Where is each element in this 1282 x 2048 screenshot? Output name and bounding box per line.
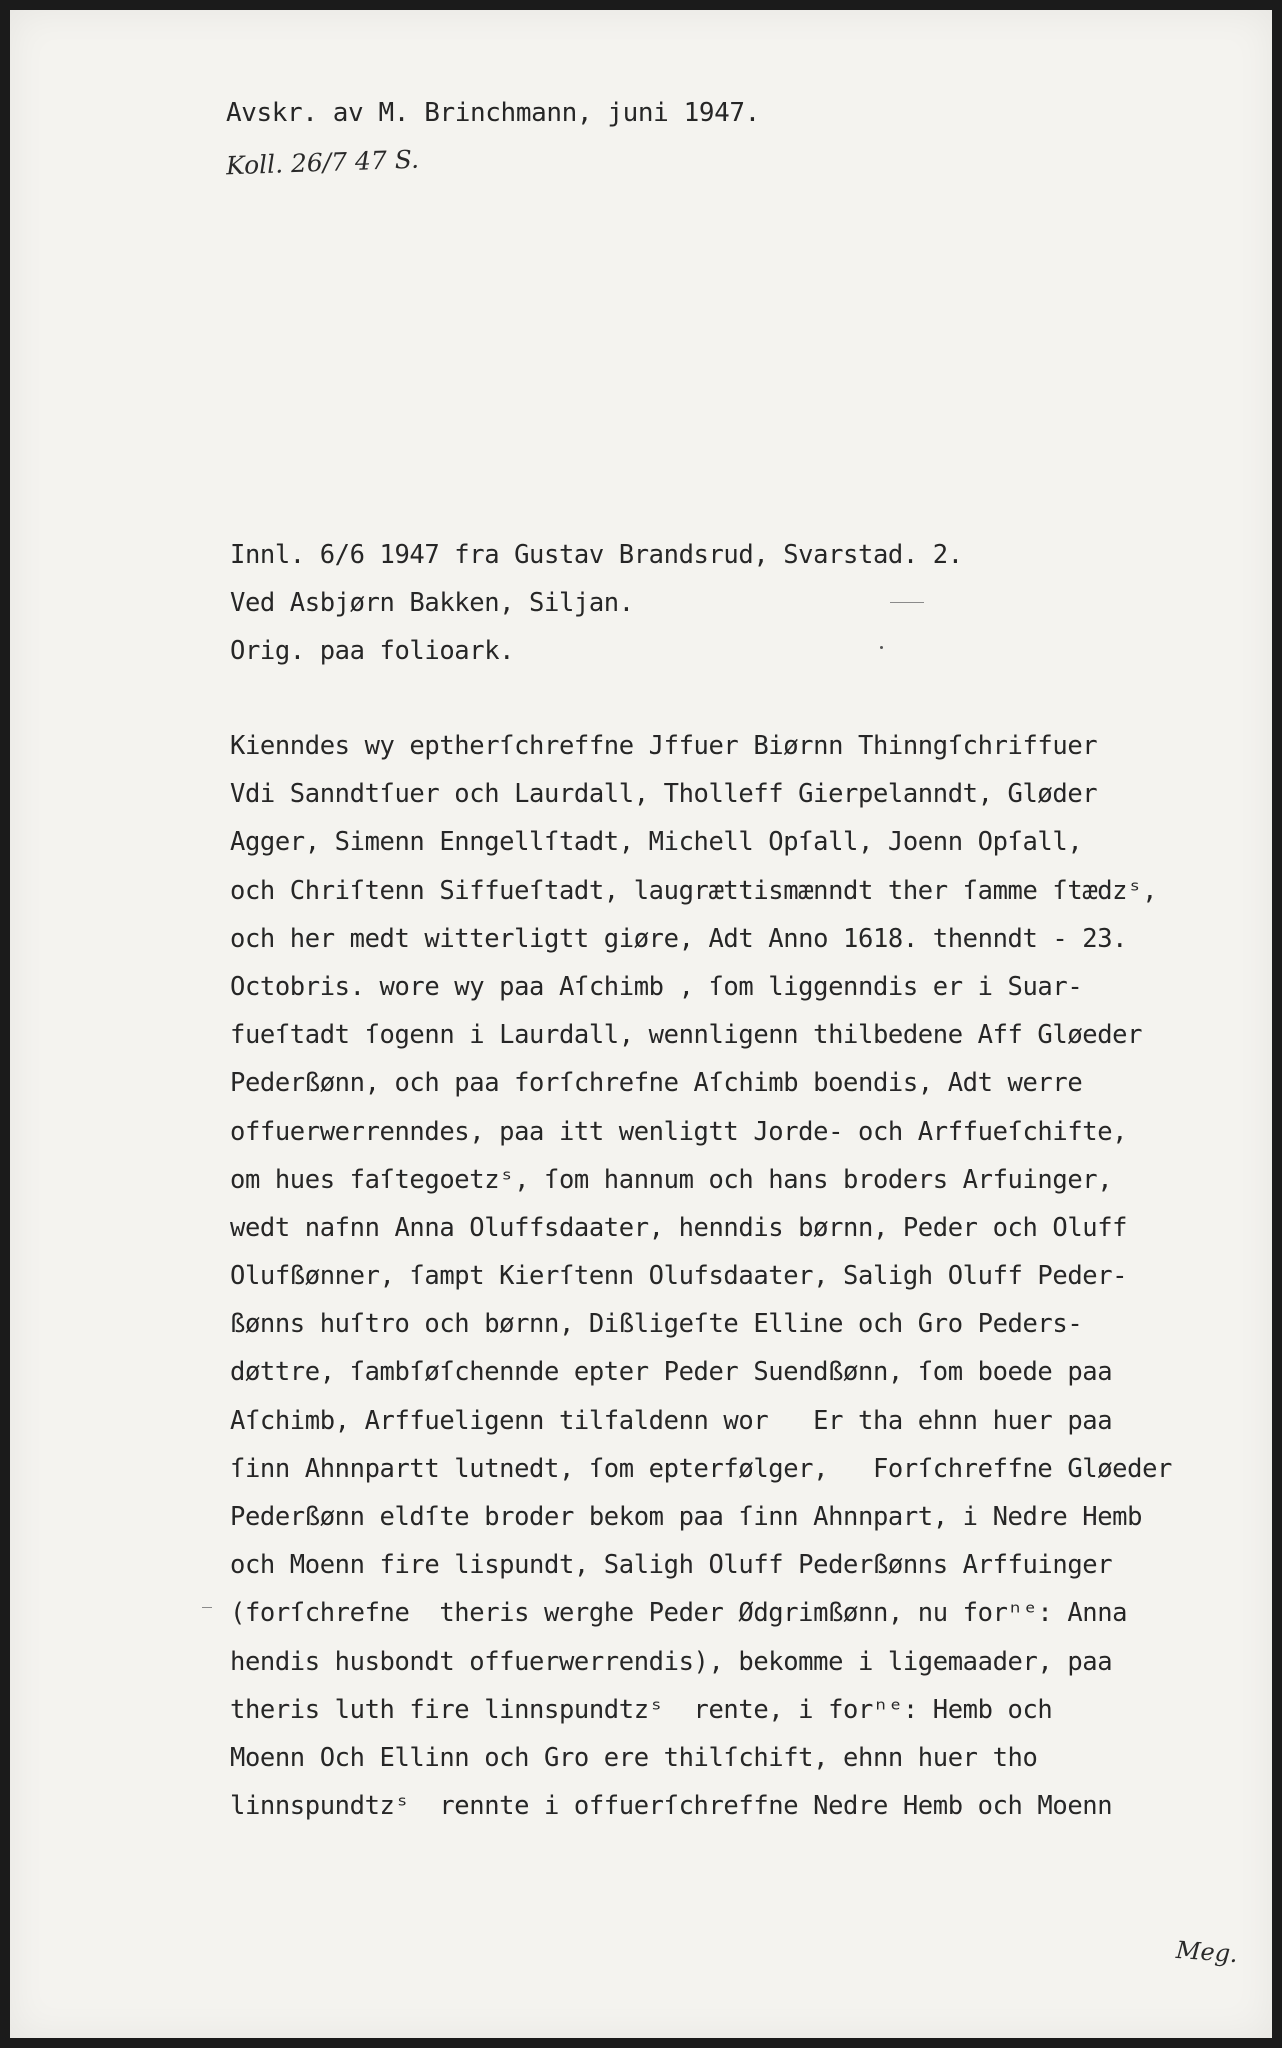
body-line: Pederßønn eldſte broder bekom paa ſinn Ahnnpart, i Nedre Hemb [230, 1502, 1143, 1532]
body-line: Vdi Sanndtſuer och Laurdall, Tholleff Gierpelanndt, Gløder [230, 779, 1098, 810]
body-line: (forſchrefne theris werghe Peder Ødgrimßønn, nu forⁿᵉ: Anna [230, 1598, 1128, 1629]
document-page [10, 10, 1272, 2038]
transcription-body [230, 722, 1172, 1830]
body-line: linnspundtzˢ rennte i offuerſchreffne Nedre Hemb och Moenn [230, 1791, 1113, 1822]
source-line-original: Orig. paa folioark. [230, 636, 515, 666]
body-line: Agger, Simenn Enngellſtadt, Michell Opſall, Joenn Opſall, [230, 827, 1083, 858]
body-line: och Moenn fire lispundt, Saligh Oluff Pederßønns Arffuinger [230, 1550, 1113, 1581]
body-line: fueſtadt ſogenn i Laurdall, wennligenn thilbedene Aff Gløeder [230, 1020, 1143, 1051]
body-line: Moenn Och Ellinn och Gro ere thilſchift, ehnn huer tho [230, 1742, 1038, 1773]
body-line: Pederßønn, och paa forſchrefne Aſchimb boendis, Adt werre [230, 1068, 1083, 1099]
source-line-received: Innl. 6/6 1947 fra Gustav Brandsrud, Svarstad. 2. [230, 540, 963, 570]
body-line: ſinn Ahnnpartt lutnedt, ſom epterfølger, Forſchreffne Gløeder [230, 1453, 1172, 1484]
body-line: offuerwerrenndes, paa itt wenligtt Jorde- och Arffueſchifte, [230, 1116, 1128, 1147]
transcription-credit: Avskr. av M. Brinchmann, juni 1947. [226, 98, 760, 128]
body-line: wedt nafnn Anna Oluffsdaater, henndis børnn, Peder och Oluff [230, 1212, 1128, 1243]
body-line: Aſchimb, Arffueligenn tilfaldenn wor Er tha ehnn huer paa [230, 1405, 1113, 1436]
margin-tick [202, 1607, 212, 1608]
body-line: ßønns huſtro och børnn, Dißligeſte Elline och Gro Peders- [230, 1309, 1083, 1340]
body-line: hendis husbondt offuerwerrendis), bekomme i ligemaader, paa [230, 1646, 1113, 1677]
body-line: och Chriſtenn Siffueſtadt, laugrættismænndt ther ſamme ſtædzˢ, [230, 875, 1158, 906]
ink-speck [880, 646, 883, 649]
body-line: Octobris. wore wy paa Aſchimb , ſom liggenndis er i Suar- [230, 971, 1083, 1002]
body-line: Kienndes wy eptherſchreffne Jffuer Biørnn Thinngſchriffuer [230, 731, 1098, 761]
body-line: theris luth fire linnspundtzˢ rente, i forⁿᵉ: Hemb och [230, 1694, 1053, 1725]
stray-dash [890, 602, 924, 603]
body-line: Olufßønner, ſampt Kierſtenn Olufsdaater, Saligh Oluff Peder- [230, 1261, 1128, 1292]
source-line-owner: Ved Asbjørn Bakken, Siljan. [230, 588, 634, 618]
footer-mark: Meg. [1175, 1935, 1239, 1969]
body-line: om hues faſtegoetzˢ, ſom hannum och hans broders Arfuinger, [230, 1164, 1113, 1195]
body-line: døttre, ſambſøſchennde epter Peder Suendßønn, ſom boede paa [230, 1357, 1113, 1388]
collation-note: Koll. 26/7 47 S. [225, 144, 420, 181]
body-line: och her medt witterligtt giøre, Adt Anno 1618. thenndt - 23. [230, 923, 1128, 954]
